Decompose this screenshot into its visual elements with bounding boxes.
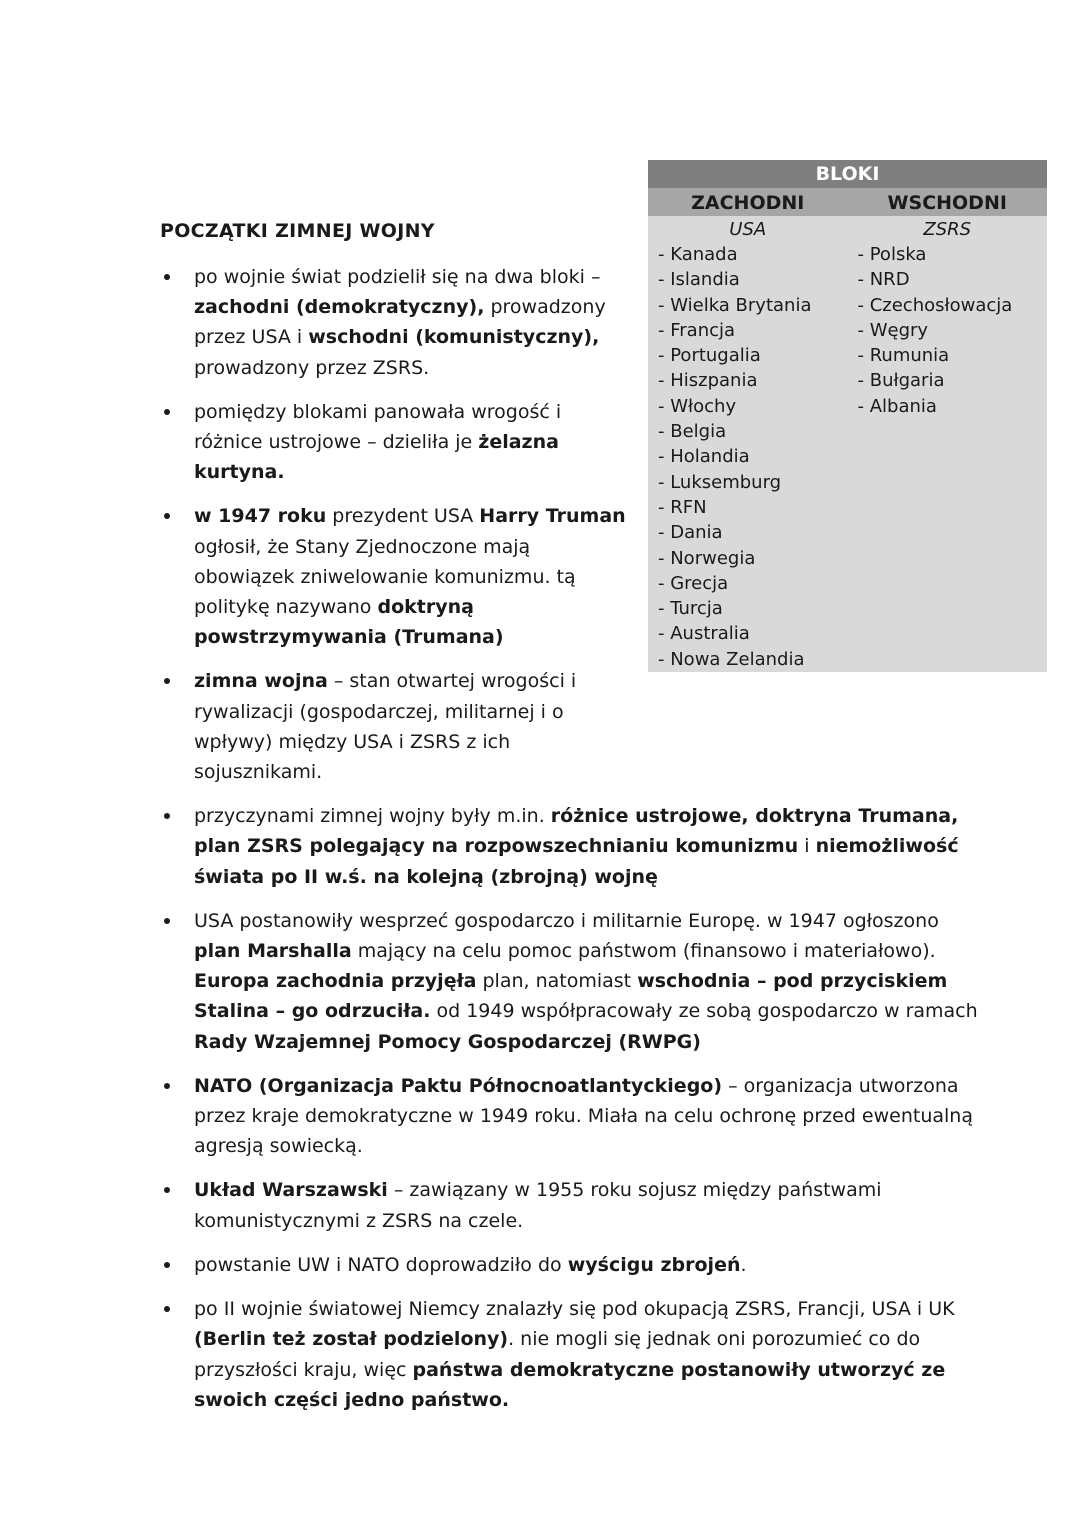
west-member-item: - Francja [658,319,736,341]
text: USA postanowiły wesprzeć gospodarczo i militarnie Europę. w 1947 ogłoszono [194,909,939,932]
west-member-item: - Hiszpania [658,370,758,392]
bold-text: plan Marshalla [194,940,352,963]
text: prezydent USA [326,505,480,528]
text: prowadzony przez USA i [194,296,606,349]
bold-text: Harry Truman [479,505,626,528]
east-member-item: - Węgry [857,319,929,341]
east-member-item: - Rumunia [857,345,950,367]
text: i [798,835,816,858]
west-member-item: - Nowa Zelandia [658,648,805,670]
bullet-item [160,666,630,787]
bold-text: Układ Warszawski [194,1179,388,1202]
text: – zawiązany w 1955 roku sojusz między państwami komunistycznymi z ZSRS na czele. [194,1179,882,1232]
west-member-item: - Grecja [658,572,729,594]
west-member-item: - Turcja [658,598,723,620]
west-member-item: - Belgia [658,421,727,443]
text: po II wojnie światowej Niemcy znalazły się pod okupacją ZSRS, Francji, USA i UK [194,1298,955,1321]
east-member-item: - Bułgaria [857,370,945,392]
bold-text: zachodni (demokratyczny), [194,296,485,319]
text: od 1949 współpracowały ze sobą gospodarczo w ramach [430,1000,978,1023]
text: prowadzony przez ZSRS. [194,356,430,379]
bold-text: NATO (Organizacja Paktu Północnoatlantyckiego) [194,1074,723,1097]
bold-text: zimna wojna [194,670,328,693]
west-member-item: - Wielka Brytania [658,294,812,316]
east-member-item: - NRD [857,269,910,291]
blocs-header-row [648,188,1047,216]
text: – organizacja utworzona przez kraje demokratyczne w 1949 roku. Miała na celu ochronę przed ewentualną agresją sowiecką. [194,1074,973,1158]
bullet-item [160,906,984,1057]
west-leader: USA [729,219,767,240]
bullet-item [160,801,984,892]
bullet-item [160,501,630,652]
west-member-item: - Holandia [658,446,750,468]
east-member-item: - Polska [857,244,927,265]
bold-text: żelazna kurtyna. [194,431,559,484]
west-member-item: - Islandia [658,269,740,291]
text: przyczynami zimnej wojny były m.in. [194,805,551,828]
text: . [740,1253,747,1276]
west-member-item: - RFN [658,496,707,518]
bold-text: w 1947 roku [194,505,327,528]
text: powstanie UW i NATO doprowadziło do [194,1253,568,1276]
west-member-item: - Norwegia [658,547,756,569]
west-member-item: - Dania [658,522,723,544]
page-title: POCZĄTKI ZIMNEJ WOJNY [160,220,435,242]
bullet-list [160,262,984,1429]
text: mający na celu pomoc państwom (finansowo i materiałowo). [351,940,936,963]
text: ogłosił, że Stany Zjednoczone mają obowiązek zniwelowanie komunizmu. tą politykę nazywano [194,535,576,619]
east-leader: ZSRS [923,219,972,240]
text: pomiędzy blokami panowała wrogość i różnice ustrojowe – dzieliła je [194,400,562,454]
west-header: ZACHODNI [691,192,805,214]
bold-text: (Berlin też został podzielony) [194,1328,509,1351]
east-member-item: - Albania [857,395,937,417]
bold-text: Europa zachodnia przyjęła [194,970,477,993]
text: po wojnie świat podzielił się na dwa bloki – [194,266,601,288]
bold-text: wschodni (komunistyczny), [308,326,600,349]
east-member-item: - Czechosłowacja [857,294,1013,316]
west-member-item: - Włochy [658,395,737,417]
east-header: WSCHODNI [887,192,1007,214]
bullet-item [160,1250,984,1280]
bold-text: doktryną powstrzymywania (Trumana) [194,596,504,649]
text: – stan otwartej wrogości i rywalizacji (gospodarczej, militarnej i o wpływy) między USA i ZSRS z ich sojusznikami. [194,670,577,784]
west-member-item: - Luksemburg [658,471,782,493]
blocs-title: BLOKI [648,160,1047,188]
bold-text: państwa demokratyczne postanowiły utworzyć ze swoich części jedno państwo. [194,1358,946,1411]
bold-text: wschodnia – pod przyciskiem Stalina – go odrzuciła. [194,970,948,1023]
text: plan, natomiast [476,970,638,993]
bold-text: różnice ustrojowe, doktryna Trumana, plan ZSRS polegający na rozpowszechnianiu komunizmu [194,805,959,858]
bold-text: niemożliwość świata po II w.ś. na kolejną (zbrojną) wojnę [194,835,959,888]
bullet-item [160,262,630,383]
bullet-item [160,1071,984,1162]
bullet-item [160,1294,984,1415]
bullet-item [160,1175,984,1235]
west-member-item: - Kanada [658,244,738,265]
bullet-item [160,397,630,488]
bold-text: Rady Wzajemnej Pomocy Gospodarczej (RWPG) [194,1030,701,1053]
west-member-item: - Portugalia [658,345,761,367]
text: . nie mogli się jednak oni porozumieć co do przyszłości kraju, więc [194,1328,921,1381]
bold-text: wyścigu zbrojeń [567,1253,741,1276]
west-member-item: - Australia [658,623,750,645]
